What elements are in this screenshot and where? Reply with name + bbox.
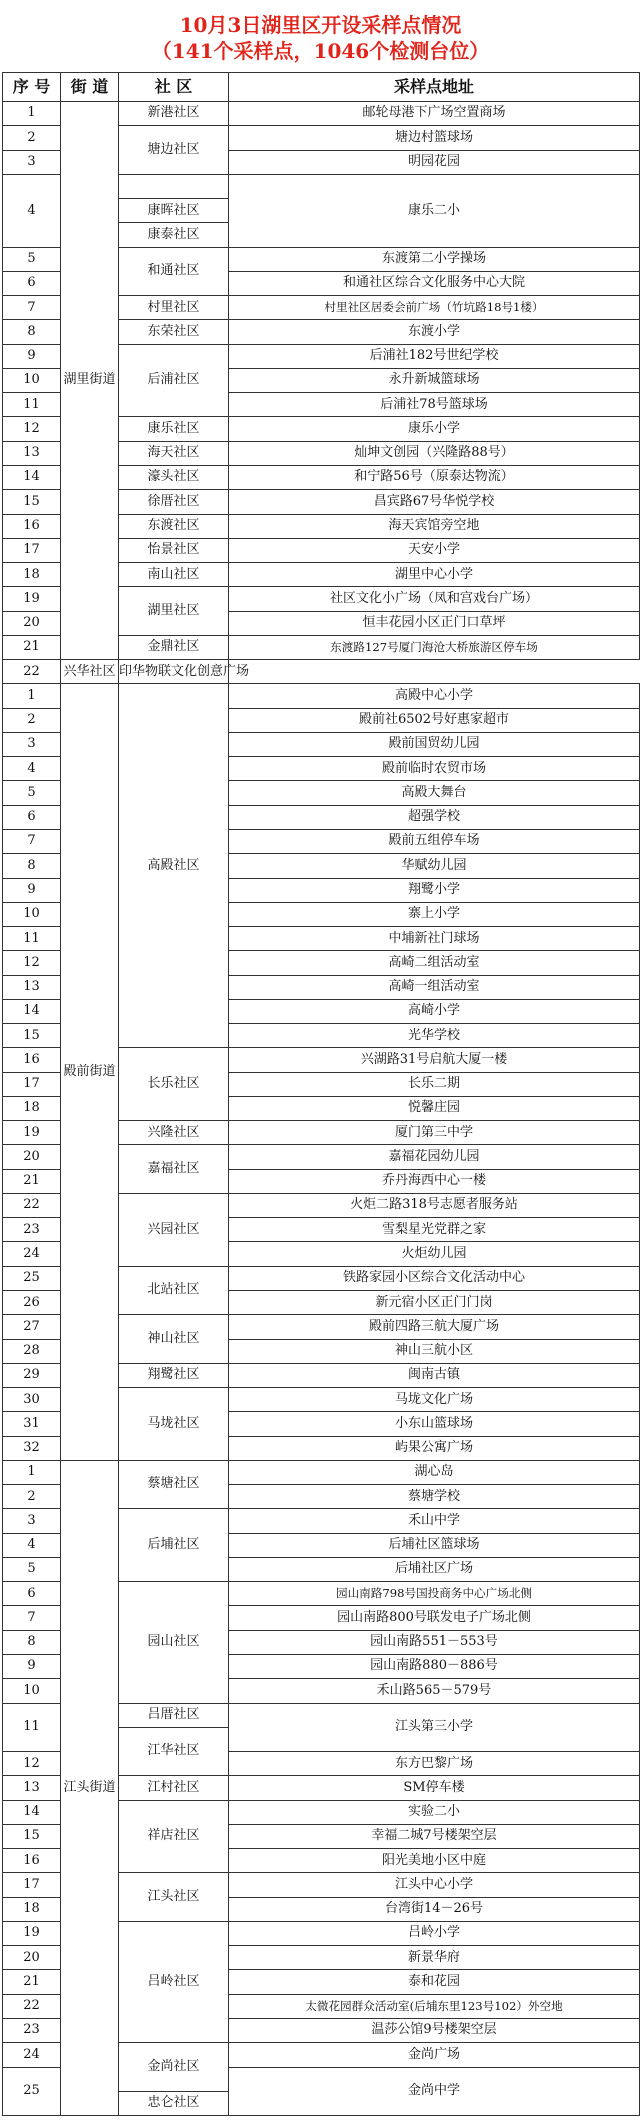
seq-cell: 5	[3, 247, 61, 271]
community-cell: 金尚社区	[119, 2043, 229, 2092]
seq-cell: 5	[3, 1557, 61, 1581]
seq-cell: 17	[3, 538, 61, 562]
seq-cell: 4	[3, 757, 61, 781]
address-cell: 蔡塘学校	[229, 1485, 640, 1509]
seq-cell: 12	[3, 417, 61, 441]
address-cell: 泰和花园	[229, 1970, 640, 1994]
seq-cell: 21	[3, 1169, 61, 1193]
seq-cell: 32	[3, 1436, 61, 1460]
community-cell: 和通社区	[119, 247, 229, 296]
seq-cell: 21	[3, 1970, 61, 1994]
address-cell: 湖心岛	[229, 1460, 640, 1484]
address-cell: 东渡小学	[229, 320, 640, 344]
address-cell: 长乐二期	[229, 1072, 640, 1096]
community-cell: 康乐社区	[119, 417, 229, 441]
seq-cell: 31	[3, 1412, 61, 1436]
seq-cell: 20	[3, 611, 61, 635]
address-cell: 华赋幼儿园	[229, 854, 640, 878]
seq-cell: 1	[3, 684, 61, 708]
community-cell: 嘉福社区	[119, 1145, 229, 1194]
address-cell: 永升新城篮球场	[229, 368, 640, 392]
seq-cell: 19	[3, 1121, 61, 1145]
address-cell: 湖里中心小学	[229, 563, 640, 587]
address-cell: 厦门第三中学	[229, 1121, 640, 1145]
seq-cell: 4	[3, 1533, 61, 1557]
address-cell: 江头中心小学	[229, 1873, 640, 1897]
seq-cell: 2	[3, 708, 61, 732]
seq-cell: 1	[3, 1460, 61, 1484]
address-cell: 幸福二城7号楼架空层	[229, 1824, 640, 1848]
address-cell: 塘边村篮球场	[229, 126, 640, 150]
address-cell: 恒丰花园小区正门口草坪	[229, 611, 640, 635]
seq-cell: 19	[3, 587, 61, 611]
address-cell: 灿坤文创园（兴隆路88号）	[229, 441, 640, 465]
address-cell: 江头第三小学	[229, 1703, 640, 1752]
community-cell: 江村社区	[119, 1776, 229, 1800]
address-cell: 后浦社78号篮球场	[229, 393, 640, 417]
seq-cell: 6	[3, 1582, 61, 1606]
address-cell: 闽南古镇	[229, 1363, 640, 1387]
address-cell: 殿前国贸幼儿园	[229, 732, 640, 756]
address-cell: 悦馨庄园	[229, 1096, 640, 1120]
address-cell: 超强学校	[229, 805, 640, 829]
address-cell: 翔鹭小学	[229, 878, 640, 902]
seq-cell: 10	[3, 368, 61, 392]
seq-cell: 8	[3, 1630, 61, 1654]
community-cell	[119, 174, 229, 198]
seq-cell: 26	[3, 1291, 61, 1315]
community-cell: 后埔社区	[119, 1509, 229, 1582]
community-cell: 祥店社区	[119, 1800, 229, 1873]
address-cell: 东渡路127号厦门海沧大桥旅游区停车场	[229, 635, 640, 659]
seq-cell: 24	[3, 2043, 61, 2067]
address-cell: 印华物联文化创意广场	[119, 660, 229, 684]
community-cell: 忠仑社区	[119, 2091, 229, 2115]
address-cell: 温莎公馆9号楼架空层	[229, 2018, 640, 2042]
table-row	[3, 1460, 640, 1484]
seq-cell: 14	[3, 465, 61, 489]
community-cell: 园山社区	[119, 1582, 229, 1703]
seq-cell: 12	[3, 1752, 61, 1776]
header-address: 采样点地址	[229, 73, 640, 102]
seq-cell: 11	[3, 927, 61, 951]
street-cell: 湖里街道	[61, 102, 119, 660]
address-cell: 吕岭小学	[229, 1921, 640, 1945]
seq-cell: 1	[3, 102, 61, 126]
seq-cell: 20	[3, 1946, 61, 1970]
community-cell: 濠头社区	[119, 465, 229, 489]
address-cell: 高崎二组活动室	[229, 951, 640, 975]
table-row	[3, 660, 640, 684]
address-cell: 殿前四路三航大厦广场	[229, 1315, 640, 1339]
seq-cell: 3	[3, 732, 61, 756]
address-cell: 后埔社区篮球场	[229, 1533, 640, 1557]
title-line-2: （141个采样点，1046个检测台位）	[151, 39, 490, 63]
address-cell: 园山南路551－553号	[229, 1630, 640, 1654]
address-cell: 实验二小	[229, 1800, 640, 1824]
seq-cell: 4	[3, 174, 61, 247]
seq-cell: 23	[3, 1218, 61, 1242]
address-cell: 殿前社6502号好惠家超市	[229, 708, 640, 732]
community-cell: 后浦社区	[119, 344, 229, 417]
address-cell: 园山南路800号联发电子广场北侧	[229, 1606, 640, 1630]
address-cell: 高殿中心小学	[229, 684, 640, 708]
seq-cell: 2	[3, 1485, 61, 1509]
community-cell: 村里社区	[119, 296, 229, 320]
seq-cell: 10	[3, 1679, 61, 1703]
seq-cell: 11	[3, 1703, 61, 1752]
community-cell: 东渡社区	[119, 514, 229, 538]
seq-cell: 3	[3, 150, 61, 174]
address-cell: 禾山中学	[229, 1509, 640, 1533]
address-cell: 小东山篮球场	[229, 1412, 640, 1436]
address-cell: 康乐二小	[229, 174, 640, 247]
community-cell: 长乐社区	[119, 1048, 229, 1121]
street-cell: 江头街道	[61, 1460, 119, 2115]
seq-cell: 27	[3, 1315, 61, 1339]
community-cell: 东荣社区	[119, 320, 229, 344]
header-community: 社 区	[119, 73, 229, 102]
address-cell: 寨上小学	[229, 902, 640, 926]
seq-cell: 9	[3, 1655, 61, 1679]
seq-cell: 16	[3, 514, 61, 538]
address-cell: 村里社区居委会前广场（竹坑路18号1楼）	[229, 296, 640, 320]
community-cell: 怡景社区	[119, 538, 229, 562]
address-cell: 金尚广场	[229, 2043, 640, 2067]
seq-cell: 17	[3, 1873, 61, 1897]
address-cell: 台湾街14－26号	[229, 1897, 640, 1921]
seq-cell: 8	[3, 320, 61, 344]
address-cell: 新景华府	[229, 1946, 640, 1970]
table-header-row	[3, 73, 640, 102]
seq-cell: 18	[3, 1897, 61, 1921]
header-street: 街 道	[61, 73, 119, 102]
community-cell: 高殿社区	[119, 684, 229, 1048]
title-line-1: 10月3日湖里区开设采样点情况	[179, 13, 462, 37]
community-cell: 康泰社区	[119, 223, 229, 247]
seq-cell: 22	[3, 660, 61, 684]
seq-cell: 22	[3, 1193, 61, 1217]
seq-cell: 16	[3, 1048, 61, 1072]
seq-cell: 13	[3, 975, 61, 999]
seq-cell: 25	[3, 2067, 61, 2116]
address-cell: 昌宾路67号华悦学校	[229, 490, 640, 514]
address-cell: 光华学校	[229, 1024, 640, 1048]
table-row	[3, 684, 640, 708]
seq-cell: 23	[3, 2018, 61, 2042]
seq-cell: 25	[3, 1266, 61, 1290]
address-cell: 明园花园	[229, 150, 640, 174]
seq-cell: 2	[3, 126, 61, 150]
address-cell: 后浦社182号世纪学校	[229, 344, 640, 368]
seq-cell: 18	[3, 1096, 61, 1120]
page-title	[0, 0, 641, 72]
address-cell: 火炬二路318号志愿者服务站	[229, 1193, 640, 1217]
seq-cell: 6	[3, 805, 61, 829]
seq-cell: 29	[3, 1363, 61, 1387]
address-cell: 东渡第二小学操场	[229, 247, 640, 271]
seq-cell: 14	[3, 999, 61, 1023]
seq-cell: 5	[3, 781, 61, 805]
seq-cell: 20	[3, 1145, 61, 1169]
community-cell: 兴华社区	[61, 660, 119, 684]
address-cell: 嘉福花园幼儿园	[229, 1145, 640, 1169]
address-cell: 园山南路880－886号	[229, 1655, 640, 1679]
address-cell: SM停车楼	[229, 1776, 640, 1800]
community-cell: 兴隆社区	[119, 1121, 229, 1145]
community-cell: 康晖社区	[119, 199, 229, 223]
seq-cell: 10	[3, 902, 61, 926]
community-cell: 江华社区	[119, 1727, 229, 1776]
community-cell: 湖里社区	[119, 587, 229, 636]
community-cell: 金鼎社区	[119, 635, 229, 659]
address-cell: 天安小学	[229, 538, 640, 562]
seq-cell: 15	[3, 1824, 61, 1848]
community-cell: 新港社区	[119, 102, 229, 126]
address-cell: 社区文化小广场（凤和宫戏台广场）	[229, 587, 640, 611]
seq-cell: 13	[3, 441, 61, 465]
table-row	[3, 102, 640, 126]
address-cell: 火炬幼儿园	[229, 1242, 640, 1266]
address-cell: 铁路家园小区综合文化活动中心	[229, 1266, 640, 1290]
community-cell: 海天社区	[119, 441, 229, 465]
address-cell: 新元宿小区正门门岗	[229, 1291, 640, 1315]
community-cell: 翔鹭社区	[119, 1363, 229, 1387]
community-cell: 吕厝社区	[119, 1703, 229, 1727]
seq-cell: 15	[3, 490, 61, 514]
header-seq: 序 号	[3, 73, 61, 102]
seq-cell: 9	[3, 344, 61, 368]
address-cell: 高殿大舞台	[229, 781, 640, 805]
seq-cell: 14	[3, 1800, 61, 1824]
community-cell: 吕岭社区	[119, 1921, 229, 2042]
seq-cell: 7	[3, 1606, 61, 1630]
community-cell: 神山社区	[119, 1315, 229, 1364]
seq-cell: 16	[3, 1849, 61, 1873]
seq-cell: 11	[3, 393, 61, 417]
address-cell: 邮轮母港下广场空置商场	[229, 102, 640, 126]
community-cell: 南山社区	[119, 563, 229, 587]
address-cell: 和通社区综合文化服务中心大院	[229, 271, 640, 295]
address-cell: 和宁路56号（原泰达物流）	[229, 465, 640, 489]
seq-cell: 24	[3, 1242, 61, 1266]
address-cell: 东方巴黎广场	[229, 1752, 640, 1776]
address-cell: 殿前五组停车场	[229, 829, 640, 853]
community-cell: 江头社区	[119, 1873, 229, 1922]
address-cell: 高崎一组活动室	[229, 975, 640, 999]
address-cell: 后埔社区广场	[229, 1557, 640, 1581]
seq-cell: 21	[3, 635, 61, 659]
seq-cell: 28	[3, 1339, 61, 1363]
address-cell: 园山南路798号国投商务中心广场北侧	[229, 1582, 640, 1606]
address-cell: 禾山路565－579号	[229, 1679, 640, 1703]
community-cell: 徐厝社区	[119, 490, 229, 514]
address-cell: 海天宾馆旁空地	[229, 514, 640, 538]
seq-cell: 8	[3, 854, 61, 878]
community-cell: 北站社区	[119, 1266, 229, 1315]
address-cell: 神山三航小区	[229, 1339, 640, 1363]
seq-cell: 9	[3, 878, 61, 902]
address-cell: 金尚中学	[229, 2067, 640, 2116]
address-cell: 殿前临时农贸市场	[229, 757, 640, 781]
address-cell: 康乐小学	[229, 417, 640, 441]
seq-cell: 15	[3, 1024, 61, 1048]
address-cell: 雪梨星光党群之家	[229, 1218, 640, 1242]
community-cell: 兴园社区	[119, 1193, 229, 1266]
address-cell: 屿果公寓广场	[229, 1436, 640, 1460]
seq-cell: 18	[3, 563, 61, 587]
address-cell: 高崎小学	[229, 999, 640, 1023]
seq-cell: 17	[3, 1072, 61, 1096]
seq-cell: 7	[3, 296, 61, 320]
seq-cell: 19	[3, 1921, 61, 1945]
community-cell: 蔡塘社区	[119, 1460, 229, 1509]
street-cell: 殿前街道	[61, 684, 119, 1461]
seq-cell: 13	[3, 1776, 61, 1800]
address-cell: 中埔新社门球场	[229, 927, 640, 951]
community-cell: 马垅社区	[119, 1388, 229, 1461]
address-cell: 乔丹海西中心一楼	[229, 1169, 640, 1193]
seq-cell: 30	[3, 1388, 61, 1412]
seq-cell: 6	[3, 271, 61, 295]
seq-cell: 7	[3, 829, 61, 853]
seq-cell: 12	[3, 951, 61, 975]
address-cell: 太微花园群众活动室(后埔东里123号102）外空地	[229, 1994, 640, 2018]
address-cell: 阳光美地小区中庭	[229, 1849, 640, 1873]
community-cell: 塘边社区	[119, 126, 229, 175]
sampling-sites-table	[2, 72, 640, 2116]
address-cell: 兴湖路31号启航大厦一楼	[229, 1048, 640, 1072]
seq-cell: 3	[3, 1509, 61, 1533]
seq-cell: 22	[3, 1994, 61, 2018]
address-cell: 马垅文化广场	[229, 1388, 640, 1412]
